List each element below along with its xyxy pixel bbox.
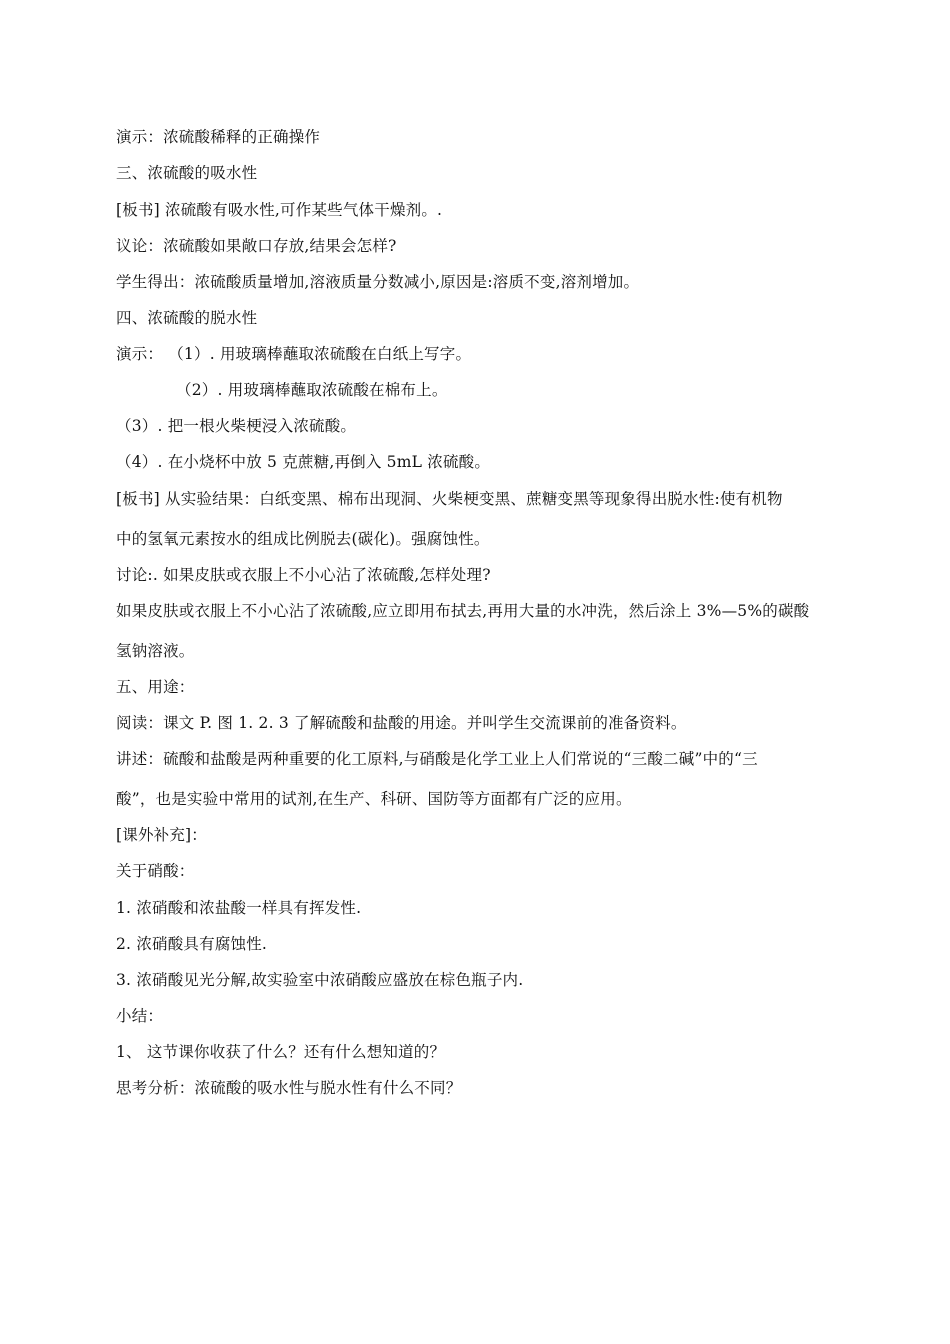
board-note-dehydration: [板书] 从实验结果：白纸变黑、棉布出现洞、火柴梗变黑、蔗糖变黑等现象得出脱水性:使有机物 [116,490,783,508]
lecture-note: 讲述：硫酸和盐酸是两种重要的化工原料,与硝酸是化学工业上人们常说的“三酸二碱”中的“三 [116,750,758,768]
demo-step-3: （3）. 把一根火柴梗浸入浓硫酸。 [116,417,357,435]
answer-skin-contact-cont: 氢钠溶液。 [116,642,195,660]
board-note-dehydration-cont: 中的氢氧元素按水的组成比例脱去(碳化)。强腐蚀性。 [116,530,490,548]
reflection-question: 思考分析：浓硫酸的吸水性与脱水性有什么不同？ [116,1079,462,1097]
discussion-skin-contact: 讨论:. 如果皮肤或衣服上不小心沾了浓硫酸,怎样处理? [116,566,491,584]
board-note-absorbency: [板书] 浓硫酸有吸水性,可作某些气体干燥剂。. [116,201,443,219]
section-4-heading: 四、浓硫酸的脱水性 [116,309,258,327]
nitric-acid-point-1: 1. 浓硝酸和浓盐酸一样具有挥发性. [116,899,362,917]
summary-question-1: 1、 这节课你收获了什么？还有什么想知道的？ [116,1043,446,1061]
extra-supplement-heading: [课外补充]： [116,826,207,844]
reading-assignment: 阅读：课文 P. 图 1. 2. 3 了解硫酸和盐酸的用途。并叫学生交流课前的准备资料。 [116,714,687,732]
nitric-acid-point-2: 2. 浓硝酸具有腐蚀性. [116,935,268,953]
demo-dilution-line: 演示：浓硫酸稀释的正确操作 [116,128,321,146]
lecture-note-cont: 酸”，也是实验中常用的试剂,在生产、科研、国防等方面都有广泛的应用。 [116,790,632,808]
demo-step-4: （4）. 在小烧杯中放 5 克蔗糖,再倒入 5mL 浓硫酸。 [116,453,491,471]
demo-step-2: （2）. 用玻璃棒蘸取浓硫酸在棉布上。 [176,381,448,399]
section-5-heading: 五、用途： [116,678,195,696]
nitric-acid-point-3: 3. 浓硝酸见光分解,故实验室中浓硝酸应盛放在棕色瓶子内. [116,971,524,989]
discussion-open-storage: 议论：浓硫酸如果敞口存放,结果会怎样? [116,237,397,255]
demo-step-1: 演示： （1）. 用玻璃棒蘸取浓硫酸在白纸上写字。 [116,345,472,363]
answer-skin-contact: 如果皮肤或衣服上不小心沾了浓硫酸,应立即用布拭去,再用大量的水冲洗，然后涂上 3%—5%的碳酸 [116,602,810,620]
nitric-acid-heading: 关于硝酸： [116,862,195,880]
student-conclusion: 学生得出：浓硫酸质量增加,溶液质量分数减小,原因是:溶质不变,溶剂增加。 [116,273,640,291]
section-3-heading: 三、浓硫酸的吸水性 [116,164,258,182]
summary-heading: 小结： [116,1007,164,1025]
